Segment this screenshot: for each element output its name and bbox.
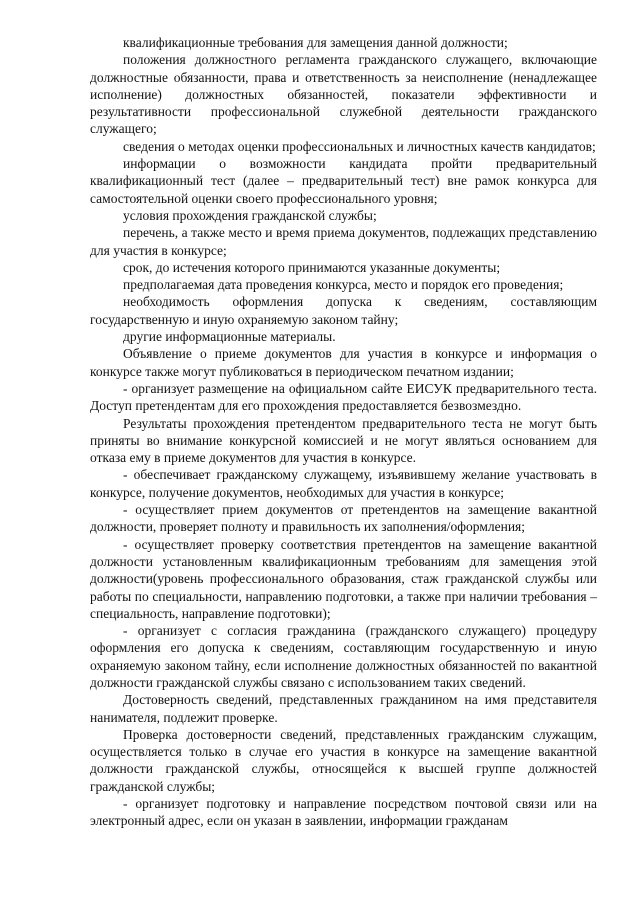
paragraph: информации о возможности кандидата пройти предварительный квалификационный тест (далее – предварительный тест) вне рамок конкурса для самостоятельной оценки своего профессионального уровня; — [90, 156, 597, 206]
paragraph: - организует с согласия гражданина (гражданского служащего) процедуру оформления его допуска к сведениям, составляющим государственную и иную охраняемую законом тайну, если исполнение должностных обязанностей по вакантной должности гражданской службы связано с использованием таких сведений. — [90, 623, 597, 690]
paragraph: Достоверность сведений, представленных гражданином на имя представителя нанимателя, подлежит проверке. — [90, 692, 597, 725]
paragraph: - организует подготовку и направление посредством почтовой связи или на электронный адрес, если он указан в заявлении, информации гражданам — [90, 796, 597, 829]
paragraph: срок, до истечения которого принимаются указанные документы; — [123, 259, 501, 275]
paragraph: - обеспечивает гражданскому служащему, изъявившему желание участвовать в конкурсе, получение документов, необходимых для участия в конкурсе; — [90, 467, 597, 500]
paragraph: Результаты прохождения претендентом предварительного теста не могут быть приняты во внимание конкурсной комиссией и не могут являться основанием для отказа ему в приеме документов для участия в конкурсе. — [90, 415, 597, 466]
paragraph: сведения о методах оценки профессиональных и личностных качеств кандидатов; — [123, 138, 596, 154]
paragraph: - организует размещение на официальном сайте ЕИСУК предварительного теста. Доступ претендентам для его прохождения предоставляется безвозмездно. — [90, 380, 597, 414]
paragraph: перечень, а также место и время приема документов, подлежащих представлению для участия в конкурсе; — [90, 225, 597, 258]
paragraph: условия прохождения гражданской службы; — [123, 207, 377, 223]
paragraph: положения должностного регламента гражданского служащего, включающие должностные обязанности, права и ответственность за неисполнение (ненадлежащее исполнение) должностных обязанностей, показатели эффективности и результативности профессиональной служебной деятельности гражданского служащего; — [90, 52, 597, 137]
paragraph: необходимость оформления допуска к сведениям, составляющим государственную и иную охраняемую законом тайну; — [90, 294, 597, 327]
document-body — [90, 34, 597, 830]
paragraph: квалификационные требования для замещения данной должности; — [123, 35, 508, 50]
paragraph: Проверка достоверности сведений, представленных гражданским служащим, осуществляется только в случае его участия в конкурсе на замещение вакантной должности гражданской службы, относящейся к высшей группе должностей гражданской службы; — [90, 726, 597, 794]
paragraph: другие информационные материалы. — [123, 329, 336, 345]
paragraph: - осуществляет прием документов от претендентов на замещение вакантной должности, проверяет полноту и правильность их заполнения/оформления; — [90, 502, 597, 535]
paragraph: Объявление о приеме документов для участия в конкурсе и информация о конкурсе также могут публиковаться в периодическом печатном издании; — [90, 346, 597, 379]
paragraph: предполагаемая дата проведения конкурса, место и порядок его проведения; — [123, 277, 564, 293]
paragraph: - осуществляет проверку соответствия претендентов на замещение вакантной должности установленным квалификационным требованиям для замещения этой должности(уровень профессионального образования, стаж гражданской службы или работы по специальности, направлению подготовки, а также при наличии требования – специальность, направление подготовки); — [90, 536, 597, 621]
